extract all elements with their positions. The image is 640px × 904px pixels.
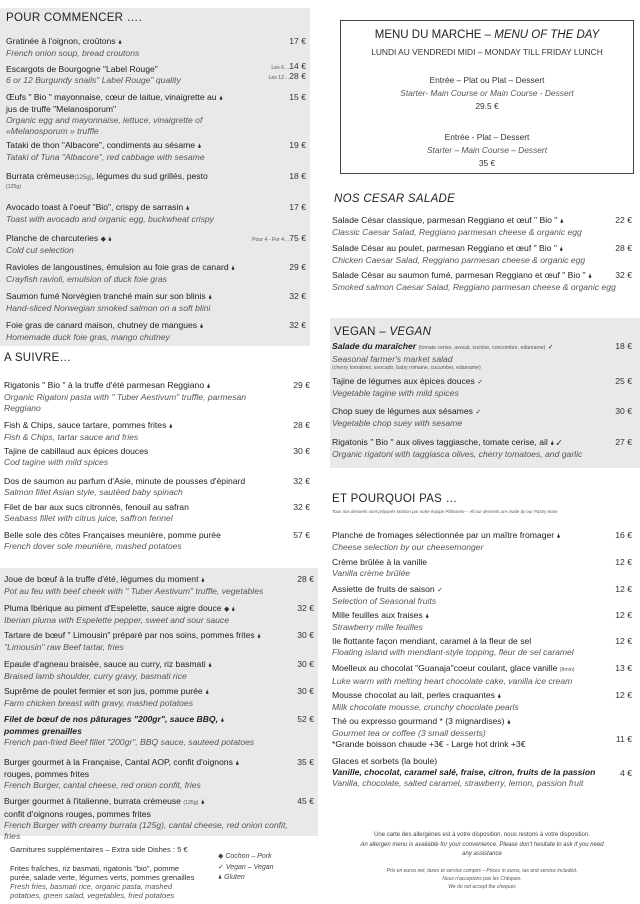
item-price: [246, 630, 314, 640]
section-title-mains: A SUIVRE…: [4, 352, 72, 364]
item-name-text: Mille feuilles aux fraises: [332, 610, 423, 620]
portion-label: Les 12…: [268, 75, 290, 81]
item-desc-en: Cheese selection by our cheesemonger: [332, 542, 484, 552]
item-desc-en: Gourmet tea or coffee (3 small desserts): [332, 728, 486, 738]
price-value: 18 €: [289, 171, 306, 181]
item-note: (125g): [183, 800, 199, 806]
item-price: [246, 714, 314, 724]
allergen-icon: ✓: [477, 379, 484, 386]
item-desc-en: Crayfish ravioli, emulsion of duck foie gras: [6, 274, 167, 284]
section-title-desserts: ET POURQUOI PAS …: [332, 493, 458, 505]
item-desc-en: French Burger with creamy burrata (125g), cantal cheese, red onion confit,: [4, 820, 288, 830]
portion-price: 28 €: [289, 71, 306, 81]
allergen-icon: ◆ 🌢: [223, 606, 236, 613]
price-value: 12 €: [615, 636, 632, 646]
price-value: 52 €: [297, 714, 314, 724]
item-price: [242, 502, 310, 512]
allergen-icon: 🌢: [118, 39, 123, 46]
item-price: [568, 530, 632, 540]
item-desc-en: 6 or 12 Burgundy snails" Label Rouge" quality: [6, 75, 181, 85]
allergen-icon: 🌢: [220, 717, 225, 724]
item-name-text: Salade César au saumon fumé, parmesan Reggiano et œuf " Bio ": [332, 270, 586, 280]
price-value: 28 €: [615, 243, 632, 253]
price-value: 29 €: [293, 380, 310, 390]
item-desc-en: Organic Rigatoni pasta with " Tuber Aestivum" truffle, parmesan: [4, 392, 247, 402]
item-desc-en: Vanilla, chocolate, salted caramel, strawberry, lemon, passion fruit: [332, 778, 584, 788]
item-desc-en: Farm chicken breast with gravy, mashed potatoes: [4, 698, 193, 708]
item-desc-en: Milk chocolate mousse, crunchy chocolate pearls: [332, 702, 519, 712]
market-menu-box: [340, 20, 634, 174]
vegan-icon: ✓: [218, 863, 224, 871]
price-value: 75 €: [289, 233, 306, 243]
item-note: (8min): [559, 667, 575, 673]
gluten-icon: 🌢: [218, 874, 223, 881]
allergen-icon: 🌢: [587, 273, 593, 280]
item-price: [236, 202, 306, 212]
item-price: [242, 530, 310, 540]
item-name-fr-2: jus de truffe "Melanosporum": [6, 104, 117, 114]
item-desc-en: Seabass fillet with citrus juice, saffron fennel: [4, 513, 173, 523]
item-desc-en: Tataki of Tuna "Albacore", red cabbage with sesame: [6, 152, 205, 162]
allergen-icon: 🌢: [208, 294, 213, 301]
price-value: 30 €: [297, 659, 314, 669]
price-value: 32 €: [615, 270, 632, 280]
price-value: 30 €: [615, 406, 632, 416]
item-desc-en: Hand-sliced Norwegian smoked salmon on a soft blini: [6, 303, 211, 313]
item-price: [246, 686, 314, 696]
sides-title: Garnitures supplémentaires – Extra side Dishes : 5 €: [10, 845, 188, 854]
item-desc-en: French Burger, cantal cheese, red onion confit, fries: [4, 780, 201, 790]
allergen-icon: ✓: [437, 587, 443, 594]
price-value: 16 €: [615, 530, 632, 540]
item-price: [572, 406, 632, 416]
legend: [218, 852, 274, 884]
item-price: [572, 341, 632, 351]
item-name-text: Planche de charcuteries: [6, 233, 99, 243]
item-price: [572, 376, 632, 386]
formula1-fr: Entrée – Plat ou Plat – Dessert: [429, 75, 545, 85]
item-price: [568, 734, 632, 744]
item-name-fr-2: rouges, pommes frites: [4, 769, 90, 779]
pork-icon: ◆: [218, 853, 224, 860]
item-price: [236, 61, 306, 71]
price-value: 45 €: [297, 796, 314, 806]
formula1-price: 29.5 €: [475, 101, 499, 111]
item-price: [246, 659, 314, 669]
allergen-icon: ◆ 🌢: [100, 236, 113, 243]
item-desc-en: Pot au feu with beef cheek with " Tuber Aestivum" truffle, vegetables: [4, 586, 264, 596]
price-value: 29 €: [289, 262, 306, 272]
item-desc-en: Seasonal farmer's market salad: [332, 354, 453, 364]
item-weight-note: (125g): [74, 175, 92, 181]
item-name-text: Moelleux au chocolat "Guanaja"coeur coulant, glace vanille: [332, 663, 558, 673]
formula2-en: Starter – Main Course – Dessert: [426, 145, 548, 155]
item-price: [242, 446, 310, 456]
price-value: 17 €: [289, 36, 306, 46]
item-name-text: Burger gourmet à l'italienne, burrata crémeuse: [4, 796, 181, 806]
allergen-fr: Une carte des allergènes est à votre disposition, nous restons à votre disposition.: [374, 832, 590, 838]
price-value: 25 €: [615, 376, 632, 386]
item-desc-en: Chicken Caesar Salad, Reggiano parmesan cheese & organic egg: [332, 255, 586, 265]
item-desc-en: French dover sole meunière, mashed potatoes: [4, 541, 182, 551]
allergen-en: An allergen menu is available for your convenience. Please don't hesitate to ask if you need any assistance: [360, 842, 604, 857]
allergen-icon: 🌢: [231, 265, 236, 272]
item-price: [236, 171, 306, 181]
allergen-icon: 🌢: [235, 760, 240, 767]
item-price: [236, 36, 306, 46]
legend-gluten: 🌢 Gluten: [218, 874, 245, 881]
item-extra: *Grande boisson chaude +3€ - Large hot drink +3€: [332, 739, 526, 749]
item-desc-en: Cold cut selection: [6, 245, 74, 255]
item-name-text: Burrata crémeuse: [6, 171, 75, 181]
allergen-icon: 🌢: [206, 383, 211, 390]
price-value: 4 €: [620, 768, 632, 778]
item-desc-en: Classic Caesar Salad, Reggiano parmesan cheese & organic egg: [332, 227, 582, 237]
item-name-text: Filet de bœuf de nos pâturages "200gr", sauce BBQ,: [4, 714, 218, 724]
allergen-icon: 🌢 ✓: [550, 440, 562, 447]
item-name-text: Saumon fumé Norvégien tranché main sur son blinis: [6, 291, 206, 301]
item-price: [236, 140, 306, 150]
item-name-text: Belle sole des côtes Françaises meunière, pomme purée: [4, 530, 221, 540]
item-name-text: Salade du maraîcher: [332, 341, 417, 351]
allergen-icon: 🌢: [559, 218, 564, 225]
allergen-icon: 🌢: [559, 246, 564, 253]
allergen-icon: 🌢: [497, 693, 502, 700]
item-price: [572, 243, 632, 253]
item-desc-en: Organic rigatoni with taggiasca olives, cherry tomatoes, and garlic: [332, 449, 583, 459]
market-subtitle: LUNDI AU VENDREDI MIDI – MONDAY TILL FRIDAY LUNCH: [371, 47, 603, 57]
section-title-cesar: NOS CESAR SALADE: [334, 193, 456, 205]
portion-label: Pour 4 - For 4…: [252, 237, 290, 243]
price-value: 30 €: [297, 686, 314, 696]
item-price: [242, 476, 310, 486]
item-desc-en: Toast with avocado and organic egg, buckwheat crispy: [6, 214, 214, 224]
item-price: [246, 603, 314, 613]
allergen-icon: 🌢: [185, 205, 190, 212]
formula1-en: Starter- Main Course or Main Course - Dessert: [400, 88, 574, 98]
price-value: 32 €: [289, 291, 306, 301]
item-price: [236, 71, 306, 81]
item-name-text: Glaces et sorbets (la boule): [332, 756, 438, 766]
item-desc-en: Vegetable tagine with mild spices: [332, 388, 459, 398]
item-desc-en: Braised lamb shoulder, curry gravy, basmati rice: [4, 671, 187, 681]
price-value: 12 €: [615, 557, 632, 567]
price-value: 30 €: [297, 630, 314, 640]
item-price: [236, 320, 306, 330]
allergen-icon: 🌢: [200, 577, 206, 584]
item-desc-en: Salmon fillet Asian style, sautéed baby spinach: [4, 487, 183, 497]
price-value: 32 €: [289, 320, 306, 330]
item-name-fr-2: pommes grenailles: [4, 726, 82, 736]
item-price: [242, 380, 310, 390]
item-price: [572, 437, 632, 447]
price-value: 32 €: [293, 476, 310, 486]
cheques-en: We do not accept the cheques: [448, 884, 516, 890]
allergen-icon: ✓: [547, 344, 554, 351]
item-price: [236, 233, 306, 243]
item-desc-en: Reggiano: [4, 403, 41, 413]
item-name-text: Ravioles de langoustines, émulsion au foie gras de canard: [6, 262, 229, 272]
item-desc-en: French onion soup, bread croutons: [6, 48, 140, 58]
section-title-vegan: VEGAN – VEGAN: [334, 326, 432, 338]
item-price: [568, 663, 632, 673]
dessert-note: Tous nos desserts sont préparés Maison par notre équipe Pâtisserie – All our desserts are made by our Pastry team: [332, 509, 558, 514]
item-name-fr-2: Vanille, chocolat, caramel salé, fraise, citron, fruits de la passion: [332, 767, 596, 777]
item-desc-en: Luke warm with melting heart chocolate cake, vanilla ice cream: [332, 676, 573, 686]
sides-fr: Frites fraîches, riz basmati, rigatonis "bio", pomme purée, salade verte, légumes verts, pommes grenailles: [10, 864, 195, 882]
item-price: [246, 796, 314, 806]
cheques-fr: Nous n'acceptons pas les Chèques.: [442, 876, 522, 882]
allergen-icon: 🌢: [199, 323, 204, 330]
market-title: MENU DU MARCHE – MENU OF THE DAY: [374, 29, 600, 41]
item-desc-en: Fish & Chips, tartar sauce and fries: [4, 432, 139, 442]
item-desc-en: Strawberry mille feuilles: [332, 622, 423, 632]
item-name-text: Tataki de thon "Albacore", condiments au sésame: [6, 140, 196, 150]
item-desc-en: Homemade duck foie gras, mango chutney: [6, 332, 170, 342]
item-name-text: Tajine de cabillaud aux épices douces: [4, 446, 149, 456]
item-name-text: Burger gourmet à la Française, Cantal AOP, confit d'oignons: [4, 757, 233, 767]
menu-item: [332, 716, 614, 750]
item-name-text: Ile flottante façon mendiant, caramel à la fleur de sel: [332, 636, 532, 646]
item-desc-en: Selection of Seasonal fruits: [332, 596, 437, 606]
item-name-text: Rigatonis " Bio " à la truffe d'été parmesan Reggiano: [4, 380, 205, 390]
item-name-text: Epaule d'agneau braisée, sauce au curry, riz basmati: [4, 659, 206, 669]
item-name-text: Planche de fromages sélectionnée par un maître fromager: [332, 530, 555, 540]
allergen-icon: 🌢: [425, 613, 430, 620]
price-value: 28 €: [293, 420, 310, 430]
item-desc-en: fries: [4, 831, 21, 841]
formula2-fr: Entrée - Plat – Dessert: [444, 132, 530, 142]
price-value: 13 €: [615, 663, 632, 673]
item-name-text: Joue de bœuf à la truffe d'été, légumes du moment: [4, 574, 199, 584]
item-name-text: Gratinée à l'oignon, croûtons: [6, 36, 116, 46]
allergen-icon: 🌢: [556, 533, 561, 540]
allergen-icon: 🌢: [197, 143, 202, 150]
item-desc-note: (125g): [6, 184, 21, 190]
item-name-text: Rigatonis " Bio " aux olives taggiasche, tomate cerise, ail: [332, 437, 548, 447]
price-value: 28 €: [297, 574, 314, 584]
item-note: (tomate cerise, avocat, sucrine, concombre, edamame): [418, 345, 546, 351]
allergen-icon: 🌢: [506, 719, 512, 726]
item-name-text: Pluma Ibérique au piment d'Espelette, sauce aigre douce: [4, 603, 222, 613]
item-name-text: Mousse chocolat au lait, perles craquantes: [332, 690, 495, 700]
item-price: [568, 636, 632, 646]
price-value: 22 €: [615, 215, 632, 225]
item-desc-en: «Melanosporum » truffle: [6, 126, 99, 136]
price-value: 27 €: [615, 437, 632, 447]
item-desc-en: Floating island with mendiant-style topping, fleur de sel caramel: [332, 647, 574, 657]
price-value: 12 €: [615, 584, 632, 594]
allergen-icon: 🌢: [218, 95, 224, 102]
item-name-text: Filet de bar aux sucs citronnés, fenouil au safran: [4, 502, 189, 512]
price-value: 35 €: [297, 757, 314, 767]
item-name-text: Suprême de poulet fermier et son jus, pomme purée: [4, 686, 203, 696]
item-name-text: Foie gras de canard maison, chutney de mangues: [6, 320, 198, 330]
item-name-text: Crème brûlée à la vanille: [332, 557, 428, 567]
allergen-icon: 🌢: [205, 689, 210, 696]
allergen-icon: 🌢: [257, 633, 262, 640]
price-value: 12 €: [615, 610, 632, 620]
prices-note: Prix en euros net, taxes et service compris – Prices in euros, tax and service included.: [386, 868, 578, 874]
item-name-text: Escargots de Bourgogne "Label Rouge": [6, 64, 158, 74]
item-desc-en: French pan-fried Beef fillet "200gr", BBQ sauce, sauteed potatoes: [4, 737, 255, 747]
price-value: 32 €: [293, 502, 310, 512]
item-name-fr: [332, 756, 614, 767]
item-name-fr: [332, 716, 614, 728]
sides-en: Fresh fries, basmati rice, organic pasta, mashed potatoes, green salad, vegetables, fried potatoes: [10, 882, 175, 900]
item-name-text: Tartare de bœuf " Limousin" préparé par nos soins, pommes frites: [4, 630, 255, 640]
item-name-text: Chop suey de légumes aux sésames: [332, 406, 473, 416]
item-desc-en: "Limousin" raw Beef tartar, fries: [4, 642, 124, 652]
item-name-text: Fish & Chips, sauce tartare, pommes frites: [4, 420, 167, 430]
price-value: 11 €: [615, 734, 632, 744]
allergen-icon: 🌢: [168, 423, 173, 430]
portion-label: Les 6…: [271, 65, 290, 71]
price-value: 15 €: [289, 92, 306, 102]
item-price: [246, 574, 314, 584]
allergen-icon: 🌢: [208, 662, 213, 669]
item-price: [568, 584, 632, 594]
item-price: [572, 215, 632, 225]
legend-vegan: ✓ Vegan – Vegan: [218, 863, 274, 871]
item-name-text: Salade César classique, parmesan Reggiano et œuf " Bio ": [332, 215, 558, 225]
item-price: [236, 262, 306, 272]
allergen-icon: 🌢: [200, 799, 205, 806]
item-desc-note: (cherry tomatoes, avocado, baby romaine, cucumber, edamame): [332, 365, 481, 371]
legend-pork: ◆ Cochon – Pork: [218, 853, 272, 860]
price-value: 57 €: [293, 530, 310, 540]
item-desc-en: Cod tagine with mild spices: [4, 457, 109, 467]
price-value: 17 €: [289, 202, 306, 212]
item-desc-en: Organic egg and mayonnaise, lettuce, vinaigrette of: [6, 115, 203, 125]
item-name-text: Avocado toast à l'oeuf "Bio", crispy de sarrasin: [6, 202, 184, 212]
item-price: [568, 610, 632, 620]
allergen-icon: ✓: [475, 409, 482, 416]
item-price: [568, 690, 632, 700]
formula2-price: 35 €: [478, 158, 496, 168]
item-name-text: Thé ou expresso gourmand * (3 mignardises): [332, 716, 505, 726]
item-name-text: Assiette de fruits de saison: [332, 584, 435, 594]
portion-price: 14 €: [289, 61, 306, 71]
price-value: 12 €: [615, 690, 632, 700]
item-desc-en: Vanilla crème brûlée: [332, 568, 411, 578]
item-price: [242, 420, 310, 430]
item-name-text: Salade César au poulet, parmesan Reggiano et œuf " Bio ": [332, 243, 557, 253]
item-name-rest: , légumes du sud grillés, pesto: [91, 171, 208, 181]
item-price: [568, 557, 632, 567]
item-price: [236, 92, 306, 102]
price-value: 18 €: [615, 341, 632, 351]
item-name-text: Œufs " Bio " mayonnaise, cœur de laitue, vinaigrette au: [6, 92, 217, 102]
item-name-text: Tajine de légumes aux épices douces: [332, 376, 475, 386]
item-name-fr-2: confit d'oignons rouges, pommes frites: [4, 809, 151, 819]
item-price: [572, 270, 632, 280]
item-desc-en: Iberian pluma with Espelette pepper, sweet and sour sauce: [4, 615, 230, 625]
section-title-starters: POUR COMMENCER ….: [6, 12, 143, 24]
price-value: 32 €: [297, 603, 314, 613]
price-value: 19 €: [289, 140, 306, 150]
item-desc-en: Vegetable chop suey with sesame: [332, 418, 463, 428]
item-desc-en: Smoked salmon Caesar Salad, Reggiano parmesan cheese & organic egg: [332, 282, 616, 292]
item-name-text: Dos de saumon au parfum d'Asie, minute de pousses d'épinard: [4, 476, 246, 486]
price-value: 30 €: [293, 446, 310, 456]
item-price: [236, 291, 306, 301]
item-price: [568, 768, 632, 778]
item-price: [246, 757, 314, 767]
